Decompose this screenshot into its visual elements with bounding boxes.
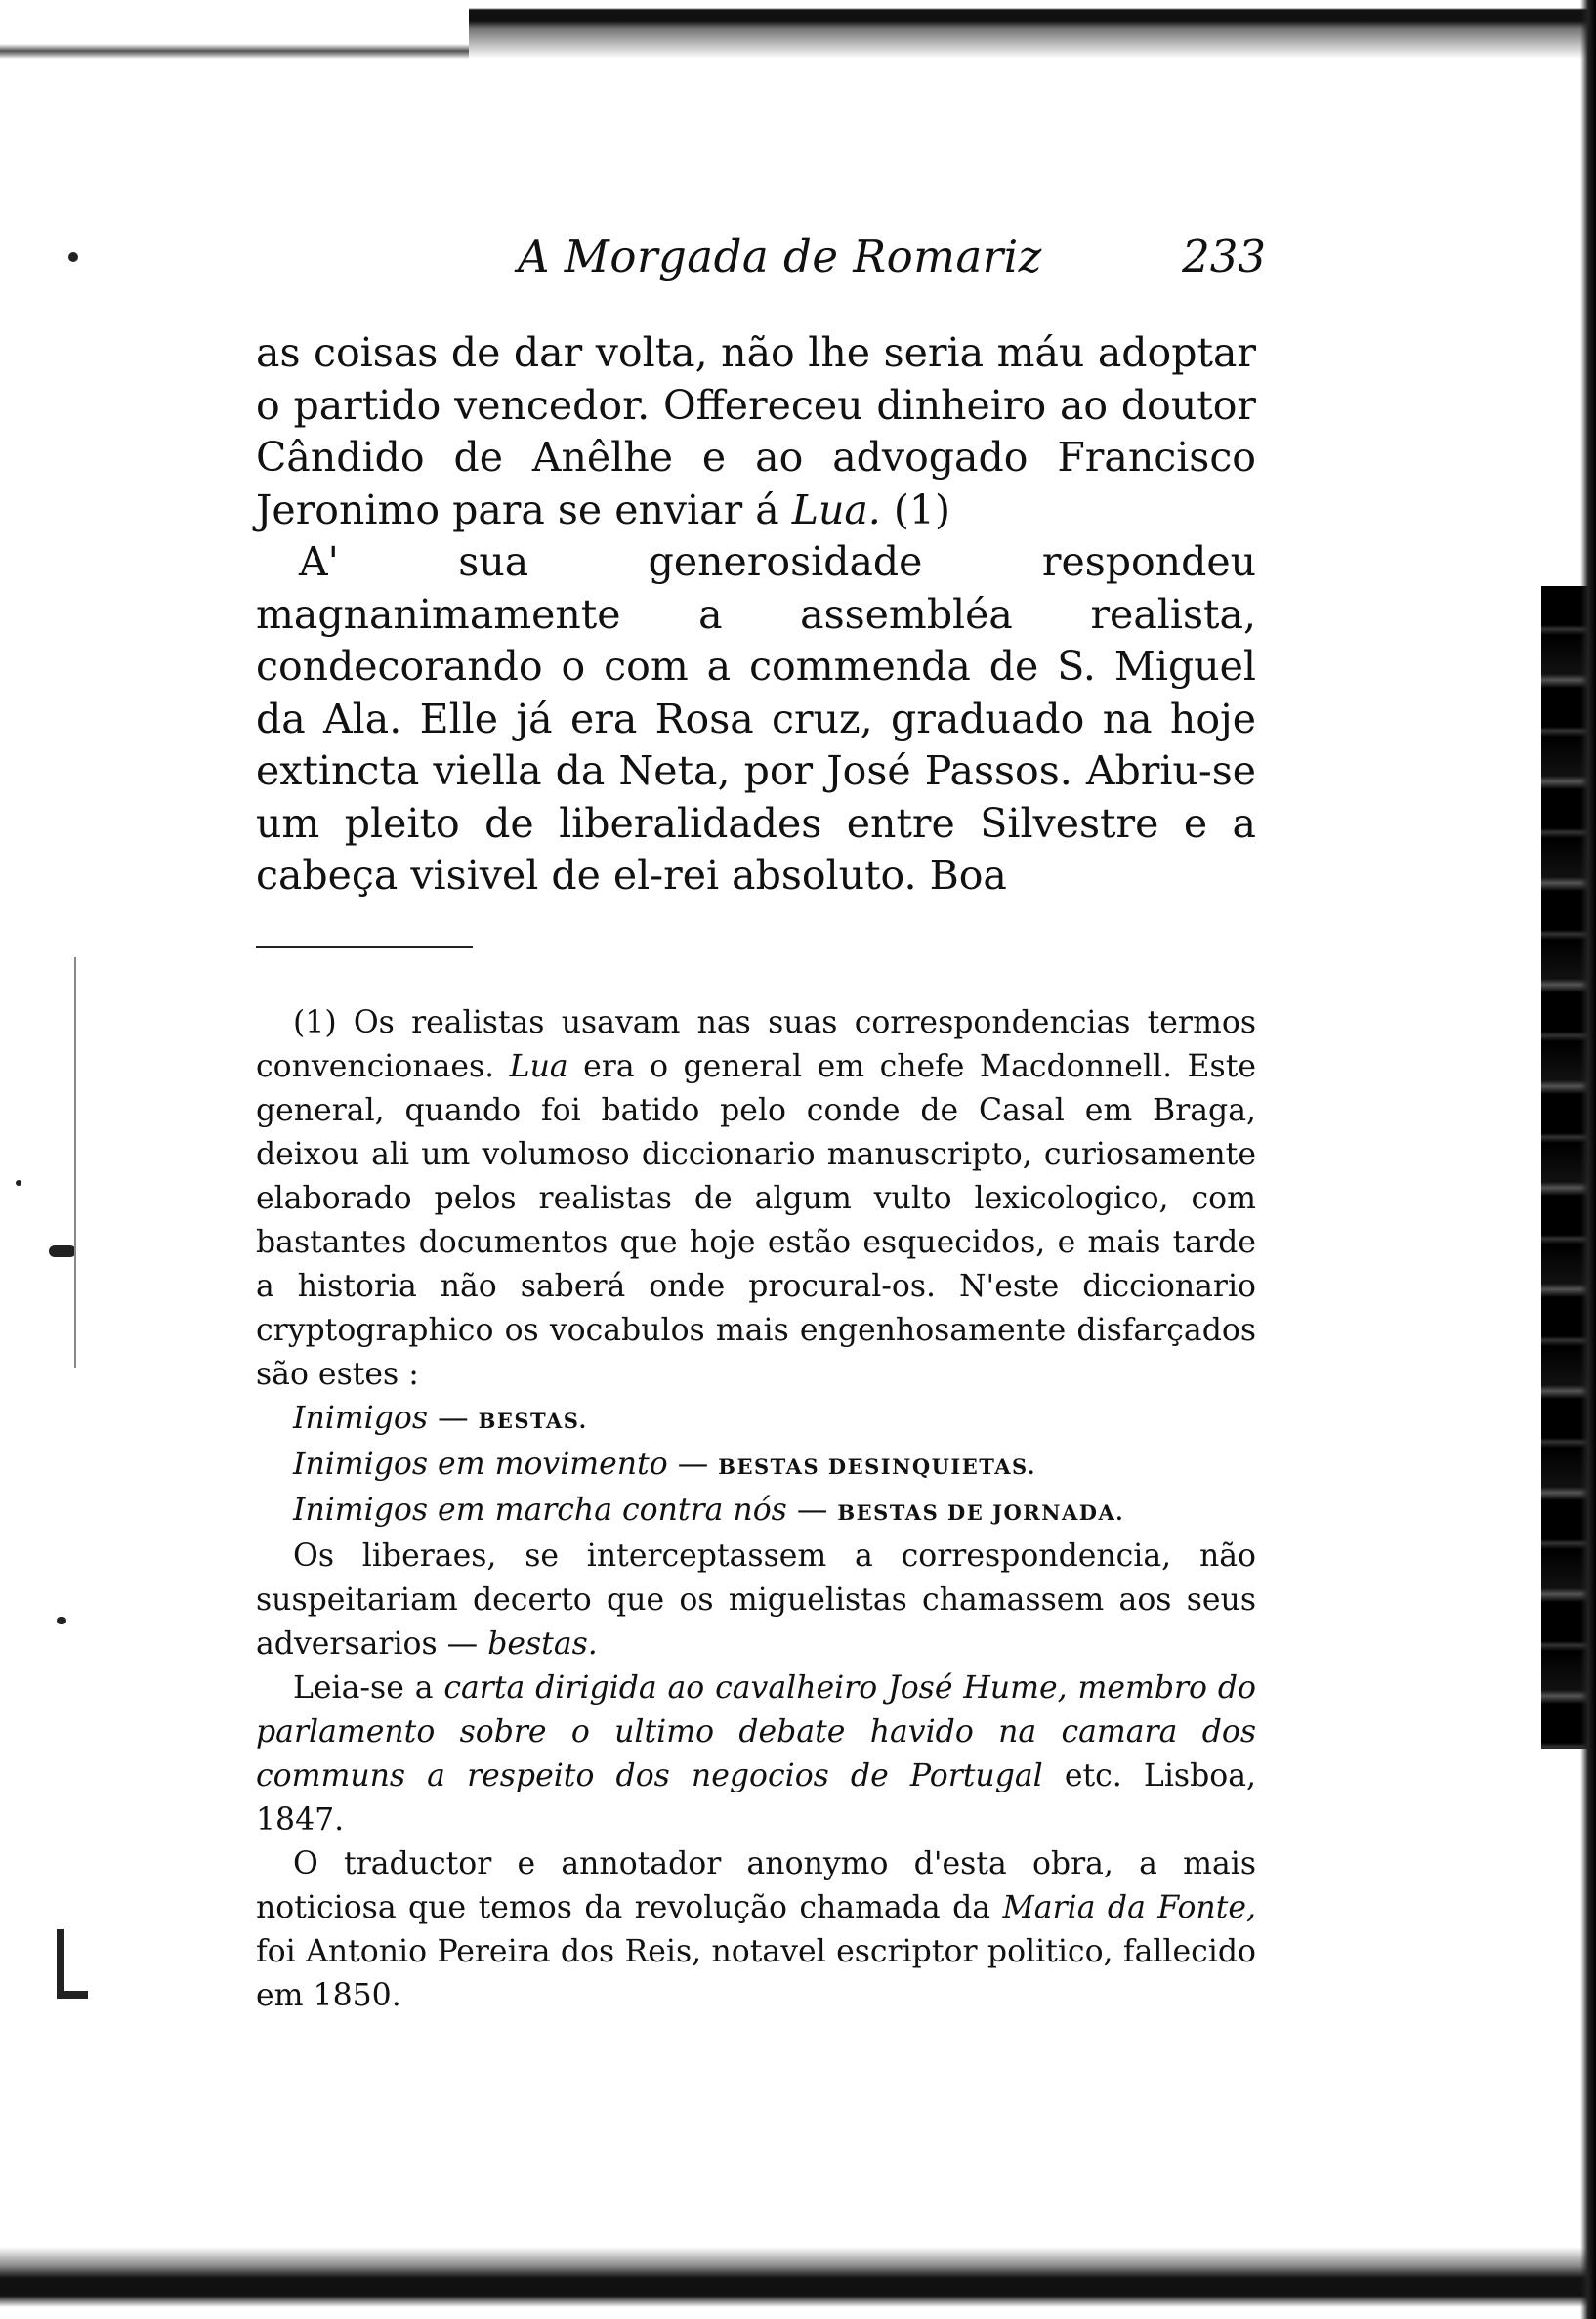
footnote-paragraph [256,1535,1256,1666]
footnote-text-run: foi Antonio Pereira dos Reis, notavel escriptor politico, fallecido em 1850. [256,1934,1256,2013]
margin-speck [16,1180,21,1186]
body-paragraph: A' sua generosidade respondeu magnanimamente a assembléa realista, condecorando o com a commenda de S. Miguel da Ala. Elle já era Rosa cruz, graduado na hoje extincta viella da Neta, por José Passos. Abriu-se um pleito de liberalidades entre Silvestre e a cabeça visivel de el-rei absoluto. Boa [256,538,1256,899]
footnote-text-run: Leia-se a [293,1670,434,1706]
glossary-entry [256,1397,1256,1443]
glossary-term: Inimigos em movimento [293,1447,668,1482]
page-number: 233 [1182,231,1266,282]
glossary-dash: — [677,1447,709,1482]
italic-term: Maria da Fonte, [1002,1890,1257,1925]
body-text [256,327,1256,903]
scan-border-top-left [0,0,469,59]
footnote-text-run: era o general em chefe Macdonnell. Este general, quando foi batido pelo conde de Casal em Braga, deixou ali um volumoso diccionario manuscripto, curiosamente elaborado pelos realistas de algum vulto lexicologico, com bastantes documentos que hoje estão esquecidos, e mais tarde a historia não saberá onde procural-os. N'este diccionario cryptographico os vocabulos mais engenhosamente disfarçados são estes : [256,1049,1257,1392]
footnote-separator [256,946,473,948]
glossary-meaning: BESTAS DE JORNADA. [837,1500,1125,1525]
footnote [256,1001,1256,2018]
running-head-title: A Morgada de Romariz [518,231,1042,282]
scan-border-bottom [0,2247,1596,2319]
glossary-meaning: BESTAS. [478,1409,588,1433]
italic-citation: carta dirigida ao cavalheiro José Hume, membro do parlamento sobre o ultimo debate havido na camara dos communs a respeito dos negocios de Portugal [256,1670,1256,1793]
footnote-text-run: O traductor e annotador anonymo d'esta obra, a mais noticiosa que temos da revolução chamada da [256,1846,1256,1925]
glossary-dash: — [796,1493,828,1528]
margin-speck [68,252,78,262]
margin-rule [74,957,76,1368]
glossary-entry [256,1443,1256,1489]
glossary-term: Inimigos [293,1401,429,1436]
body-text-run: as coisas de dar volta, não lhe seria máu adoptar o partido vencedor. Offereceu dinheiro ao doutor Cândido de Anêlhe e ao advogado Francisco Jeronimo para se enviar á [256,329,1256,533]
margin-speck [57,1617,66,1624]
italic-term: Lua [509,1049,568,1084]
margin-glyph [57,1929,64,1998]
footnote-paragraph [256,1001,1256,1397]
scan-border-right [1580,0,1596,2319]
body-paragraph [256,327,1256,536]
footnote-marker: (1) [293,1005,337,1040]
glossary-term: Inimigos em marcha contra nós [293,1493,787,1528]
footnote-text-run: Os realistas usavam nas suas correspondencias termos convencionaes. [256,1005,1256,1084]
footnote-reference: (1) [893,485,950,533]
running-head [254,231,1266,285]
glossary-entry [256,1489,1256,1535]
footnote-paragraph [256,1842,1256,2018]
italic-term: Lua. [791,485,881,533]
footnote-paragraph [256,1666,1256,1842]
glossary-meaning: BESTAS DESINQUIETAS. [718,1455,1036,1479]
footnote-text-run: etc. Lisboa, 1847. [256,1758,1256,1837]
margin-speck [49,1245,76,1257]
footnote-text-run: Os liberaes, se interceptassem a correspondencia, não suspeitariam decerto que os miguelistas chamassem aos seus adversarios — [256,1539,1256,1662]
glossary-dash: — [438,1401,469,1436]
italic-term: bestas. [487,1626,598,1662]
margin-glyph [57,1991,88,1999]
